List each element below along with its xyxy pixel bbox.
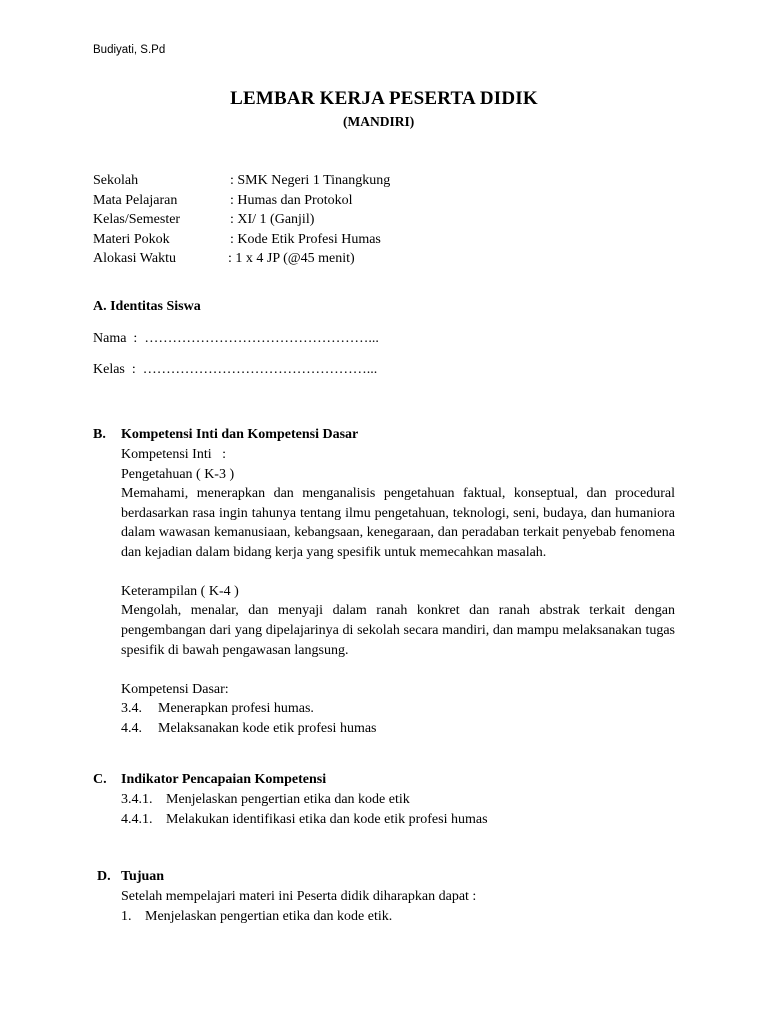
k3-text: Memahami, menerapkan dan menganalisis pengetahuan faktual, konseptual, dan procedural berdasarkan rasa ingin tahunya tentang ilmu pengetahuan, teknologi, seni, budaya, dan humaniora dalam wawasan kemanusiaan, kebangsaan, kenegaraan, dan peradaban terkait penyebab fenomena dan kejadian dalam bidang kerja yang spesifik untuk memecahkan masalah.	[121, 486, 675, 560]
info-value: : 1 x 4 JP (@45 menit)	[228, 251, 355, 266]
info-label: Sekolah	[93, 173, 139, 188]
kd-label: Kompetensi Dasar:	[121, 681, 229, 697]
info-row-materi-pokok	[93, 230, 390, 250]
section-letter: B.	[93, 427, 106, 442]
document-subtitle: (MANDIRI)	[343, 114, 415, 129]
indicator-item	[121, 810, 675, 830]
info-row-kelas-semester	[93, 210, 390, 230]
kd-number: 4.4.	[121, 720, 142, 736]
objective-number: 1.	[121, 908, 132, 924]
indicator-number: 3.4.1.	[121, 792, 153, 807]
objective-item	[121, 907, 675, 927]
kelas-field: Kelas : …………………………………………...	[93, 362, 378, 377]
k4-text: Mengolah, menalar, dan menyaji dalam ranah konkret dan ranah abstrak terkait dengan pengembangan dari yang dipelajarinya di sekolah secara mandiri, dan mampu melaksanakan tugas spesifik di bawah pengawasan langsung.	[121, 603, 675, 658]
info-value: : Kode Etik Profesi Humas	[230, 231, 381, 247]
section-title: Indikator Pencapaian Kompetensi	[121, 772, 327, 787]
section-title: Kompetensi Inti dan Kompetensi Dasar	[121, 427, 359, 442]
section-letter: D.	[97, 869, 111, 884]
info-label: Mata Pelajaran	[93, 192, 178, 208]
objective-text: Menjelaskan pengertian etika dan kode etik.	[145, 908, 393, 924]
section-c-heading	[93, 770, 675, 790]
info-value: : Humas dan Protokol	[230, 192, 353, 208]
info-label: Materi Pokok	[93, 231, 170, 247]
objective-intro: Setelah mempelajari materi ini Peserta didik diharapkan dapat :	[121, 889, 477, 904]
ki-label: Kompetensi Inti :	[121, 447, 226, 462]
k4-label: Keterampilan ( K-4 )	[121, 583, 239, 599]
indicator-item	[121, 790, 675, 810]
section-c	[93, 770, 675, 829]
indicator-number: 4.4.1.	[121, 811, 153, 827]
section-d-heading	[93, 867, 675, 887]
info-value: : XI/ 1 (Ganjil)	[230, 212, 315, 227]
indicator-text: Menjelaskan pengertian etika dan kode etik	[166, 792, 410, 807]
kd-item	[121, 699, 675, 719]
k3-label: Pengetahuan ( K-3 )	[121, 466, 235, 482]
info-row-mata-pelajaran	[93, 191, 390, 211]
kd-number: 3.4.	[121, 701, 142, 717]
info-table	[93, 171, 390, 269]
info-row-alokasi-waktu	[93, 249, 390, 269]
info-row-sekolah	[93, 171, 390, 191]
section-b-heading	[93, 425, 675, 445]
section-title: Tujuan	[121, 869, 165, 884]
section-b	[93, 425, 675, 738]
section-letter: C.	[93, 772, 107, 787]
info-label: Alokasi Waktu	[93, 251, 176, 266]
section-a-title: A. Identitas Siswa	[93, 299, 201, 314]
section-d	[93, 867, 675, 926]
nama-field: Nama : …………………………………………...	[93, 331, 379, 346]
header-author: Budiyati, S.Pd	[93, 44, 166, 56]
info-value: : SMK Negeri 1 Tinangkung	[230, 173, 391, 188]
document-title: LEMBAR KERJA PESERTA DIDIK	[230, 88, 538, 109]
info-label: Kelas/Semester	[93, 212, 181, 227]
kd-item	[121, 719, 675, 739]
indicator-text: Melakukan identifikasi etika dan kode etik profesi humas	[166, 811, 488, 827]
kd-text: Melaksanakan kode etik profesi humas	[158, 720, 377, 736]
kd-text: Menerapkan profesi humas.	[158, 701, 314, 717]
